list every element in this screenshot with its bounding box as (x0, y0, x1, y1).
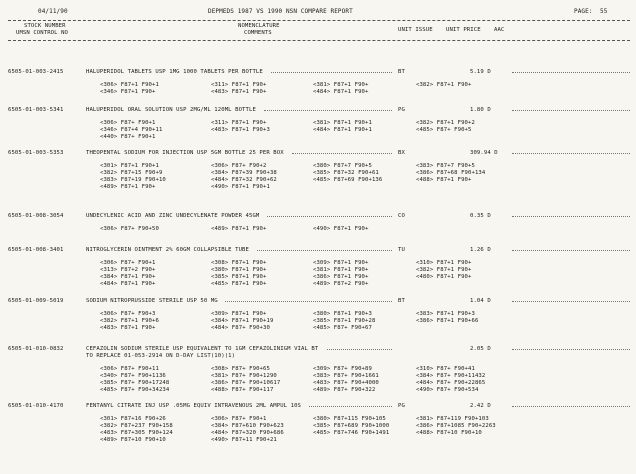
usage-entry: <311> F87+1 F90+ (211, 82, 267, 88)
unit-price: 309.94 D (470, 150, 498, 156)
col-comments: COMMENTS (244, 30, 272, 36)
leader-dots (512, 301, 630, 302)
usage-entry: <484> F87+1 F90+ (313, 89, 369, 95)
usage-entry: <380> F87+1 F90+ (211, 267, 267, 273)
usage-entry: <385> F87+689 F90+1000 (313, 423, 390, 429)
leader-dots (512, 216, 630, 217)
usage-entry: <490> F87+11 F90+21 (211, 437, 277, 443)
usage-entry: <310> F87+1 F90+ (416, 260, 472, 266)
leader-dots (512, 72, 630, 73)
usage-entry: <489> F87+ F90+322 (313, 387, 376, 393)
stock-number: 6505-01-003-2415 (8, 69, 64, 75)
usage-entry: <385> F87+1 F90+28 (313, 318, 376, 324)
unit-price: 2.05 D (470, 346, 491, 352)
leader-dots (225, 301, 392, 302)
usage-entry: <310> F87+ F90+41 (416, 366, 475, 372)
usage-entry: <346> F87+4 F90+11 (100, 127, 163, 133)
usage-entry: <484> F87+ F90+22865 (416, 380, 486, 386)
nomenclature: THEOPENTAL SODIUM FOR INJECTION USP 5GM BOTTLE 25 PER BOX (86, 150, 284, 156)
column-rule (8, 40, 630, 41)
leader-dots (267, 216, 392, 217)
usage-entry: <306> F87+ F90+1 (211, 416, 267, 422)
col-unit-price: UNIT PRICE (446, 27, 481, 33)
usage-entry: <440> F87+ F90+1 (100, 134, 156, 140)
usage-entry: <381> F87+119 F90+103 (416, 416, 489, 422)
usage-entry: <383> F87+7 F90+5 (416, 163, 475, 169)
unit-issue: BT (398, 69, 405, 75)
leader-dots (257, 250, 393, 251)
usage-entry: <483> F87+1 F90+ (100, 325, 156, 331)
usage-entry: <485> F87+69 F90+136 (313, 177, 383, 183)
nomenclature: HALUPERIDOL ORAL SOLUTION USP 2MG/ML 120ML BOTTLE (86, 107, 256, 113)
unit-price: 0.35 D (470, 213, 491, 219)
usage-entry: <485> F87+ F90+67 (313, 325, 372, 331)
usage-entry: <301> F87+16 F90+26 (100, 416, 166, 422)
nomenclature: CEFAZOLIN SODIUM STERILE USP EQUIVALENT TO 1GM CEFAZOLINIGM VIAL BT (86, 346, 319, 352)
usage-entry: <483> F87+305 F90+124 (100, 430, 173, 436)
col-unit-issue: UNIT ISSUE (398, 27, 433, 33)
nomenclature: UNDECYLENIC ACID AND ZINC UNDECYLENATE POWDER 45GM (86, 213, 260, 219)
nomenclature: FENTANYL CITRATE INJ USP .05MG EQUIV INTRAVENOUS 2ML AMPUL 10S (86, 403, 301, 409)
usage-entry: <306> F87+ F90+2 (211, 163, 267, 169)
col-umsn-control: UMSN CONTROL NO (16, 30, 69, 36)
usage-entry: <381> F87+1 F90+ (313, 267, 369, 273)
usage-entry: <384> F87+1 F90+ (100, 274, 156, 280)
unit-price: 2.42 D (470, 403, 491, 409)
usage-entry: <488> F87+10 F90+10 (416, 430, 482, 436)
stock-number: 6505-01-010-4170 (8, 403, 64, 409)
stock-number: 6505-01-008-3054 (8, 213, 64, 219)
usage-entry: <386> F87+1085 F90+2263 (416, 423, 496, 429)
usage-entry: <306> F87+ F90+50 (100, 226, 159, 232)
col-nomenclature: NOMENCLATURE (238, 23, 280, 29)
col-stock-number: STOCK NUMBER (24, 23, 66, 29)
usage-entry: <383> F87+19 F90+10 (100, 177, 166, 183)
usage-entry: <382> F87+1 F90+6 (100, 318, 159, 324)
leader-dots (309, 406, 392, 407)
usage-entry: <382> F87+1 F90+ (416, 267, 472, 273)
leader-dots (512, 250, 630, 251)
stock-number: 6505-01-003-5353 (8, 150, 64, 156)
usage-entry: <485> F87+ F90+34234 (100, 387, 170, 393)
leader-dots (264, 110, 393, 111)
usage-entry: <306> F87+1 F90+1 (100, 82, 159, 88)
usage-entry: <385> F87+ F90+17248 (100, 380, 170, 386)
unit-issue: BX (398, 150, 405, 156)
leader-dots (512, 406, 630, 407)
header-rule (8, 20, 630, 21)
stock-number: 6505-01-010-0832 (8, 346, 64, 352)
stock-number: 6505-01-008-3401 (8, 247, 64, 253)
usage-entry: <490> F87+1 F90+1 (211, 184, 270, 190)
usage-entry: <484> F87+32 F90+62 (211, 177, 277, 183)
nomenclature: NITROGLYCERIN OINTMENT 2% 60GM COLLAPSIBLE TUBE (86, 247, 249, 253)
usage-entry: <381> F87+ F90+1290 (211, 373, 277, 379)
stock-number: 6505-01-003-5341 (8, 107, 64, 113)
report-header (0, 8, 636, 17)
usage-entry: <383> F87+ F90+1661 (313, 373, 379, 379)
unit-price: 5.19 D (470, 69, 491, 75)
unit-issue: CO (398, 213, 405, 219)
leader-dots (327, 349, 393, 350)
usage-entry: <386> F87+68 F90+134 (416, 170, 486, 176)
usage-entry: <386> F87+1 F90+ (313, 274, 369, 280)
page-number: 55 (600, 8, 608, 15)
usage-entry: <306> F87+ F90+11 (100, 366, 159, 372)
unit-price: 1.26 D (470, 247, 491, 253)
usage-entry: <306> F87+ F90+1 (100, 260, 156, 266)
nomenclature: SODIUM NITROPRUSSIDE STERILE USP 50 MG (86, 298, 218, 304)
usage-entry: <483> F87+ F90+4000 (313, 380, 379, 386)
usage-entry: <340> F87+ F90+1136 (100, 373, 166, 379)
usage-entry: <308> F87+1 F90+ (211, 260, 267, 266)
leader-dots (512, 349, 630, 350)
usage-entry: <485> F87+ F90+5 (416, 127, 472, 133)
usage-entry: <386> F87+ F90+10617 (211, 380, 281, 386)
report-date: 04/11/90 (38, 8, 68, 15)
unit-price: 1.80 D (470, 107, 491, 113)
usage-entry: <346> F87+1 F90+ (100, 89, 156, 95)
unit-issue: TU (398, 247, 405, 253)
col-aac: AAC (494, 27, 505, 33)
usage-entry: <382> F87+237 F90+158 (100, 423, 173, 429)
usage-entry: <309> F87+ F90+89 (313, 366, 372, 372)
usage-entry: <380> F87+7 F90+5 (313, 163, 372, 169)
usage-entry: <484> F87+ F90+30 (211, 325, 270, 331)
stock-number: 6505-01-009-5019 (8, 298, 64, 304)
usage-entry: <489> F87+1 F90+ (211, 226, 267, 232)
usage-entry: <384> F87+1 F90+19 (211, 318, 274, 324)
usage-entry: <382> F87+1 F90+2 (416, 120, 475, 126)
usage-entry: <313> F87+2 F90+ (100, 267, 156, 273)
usage-entry: <386> F87+1 F90+66 (416, 318, 479, 324)
usage-entry: <309> F87+1 F90+ (211, 311, 267, 317)
usage-entry: <382> F87+15 F90+9 (100, 170, 163, 176)
usage-entry: <485> F87+746 F90+1491 (313, 430, 390, 436)
unit-issue: PG (398, 403, 405, 409)
usage-entry: <488> F87+ F90+117 (211, 387, 274, 393)
usage-entry: <383> F87+1 F90+3 (416, 311, 475, 317)
usage-entry: <488> F87+1 F90+ (416, 177, 472, 183)
usage-entry: <306> F87+ F90+1 (100, 120, 156, 126)
usage-entry: <381> F87+1 F90+1 (313, 120, 372, 126)
usage-entry: <385> F87+32 F90+61 (313, 170, 379, 176)
usage-entry: <483> F87+1 F90+3 (211, 127, 270, 133)
usage-entry: <311> F87+1 F90+ (211, 120, 267, 126)
leader-dots (512, 153, 630, 154)
usage-entry: <382> F87+1 F90+ (416, 82, 472, 88)
usage-entry: <484> F87+1 F90+1 (313, 127, 372, 133)
usage-entry: <308> F87+ F90+65 (211, 366, 270, 372)
usage-entry: <480> F87+1 F90+ (416, 274, 472, 280)
usage-entry: <384> F87+610 F90+623 (211, 423, 284, 429)
leader-dots (271, 72, 393, 73)
unit-issue: PG (398, 107, 405, 113)
usage-entry: <380> F87+1 F90+3 (313, 311, 372, 317)
usage-entry: <489> F87+1 F90+ (100, 184, 156, 190)
usage-entry: <490> F87+1 F90+ (313, 226, 369, 232)
usage-entry: <301> F87+1 F90+1 (100, 163, 159, 169)
usage-entry: <381> F87+1 F90+ (313, 82, 369, 88)
unit-price: 1.04 D (470, 298, 491, 304)
unit-issue: BT (398, 298, 405, 304)
usage-entry: <485> F87+1 F90+ (211, 281, 267, 287)
usage-entry: <490> F87+ F90+534 (416, 387, 479, 393)
usage-entry: <489> F87+2 F90+ (313, 281, 369, 287)
usage-entry: <489> F87+10 F90+10 (100, 437, 166, 443)
nomenclature: HALUPERIDOL TABLETS USP 1MG 1000 TABLETS PER BOTTLE (86, 69, 263, 75)
usage-entry: <306> F87+ F90+3 (100, 311, 156, 317)
nomenclature: TO REPLACE 01-053-2914 ON D-DAY LIST(10)(1) (86, 353, 236, 359)
leader-dots (292, 153, 393, 154)
usage-entry: <483> F87+1 F90+ (211, 89, 267, 95)
usage-entry: <384> F87+ F90+11432 (416, 373, 486, 379)
page-label: PAGE: (574, 8, 593, 15)
leader-dots (512, 110, 630, 111)
usage-entry: <484> F87+1 F90+ (100, 281, 156, 287)
usage-entry: <384> F87+39 F90+38 (211, 170, 277, 176)
usage-entry: <380> F87+115 F90+105 (313, 416, 386, 422)
usage-entry: <309> F87+1 F90+ (313, 260, 369, 266)
usage-entry: <484> F87+320 F90+686 (211, 430, 284, 436)
report-title: DEPMEDS 1987 VS 1990 NSN COMPARE REPORT (208, 8, 353, 15)
usage-entry: <385> F87+1 F90+ (211, 274, 267, 280)
